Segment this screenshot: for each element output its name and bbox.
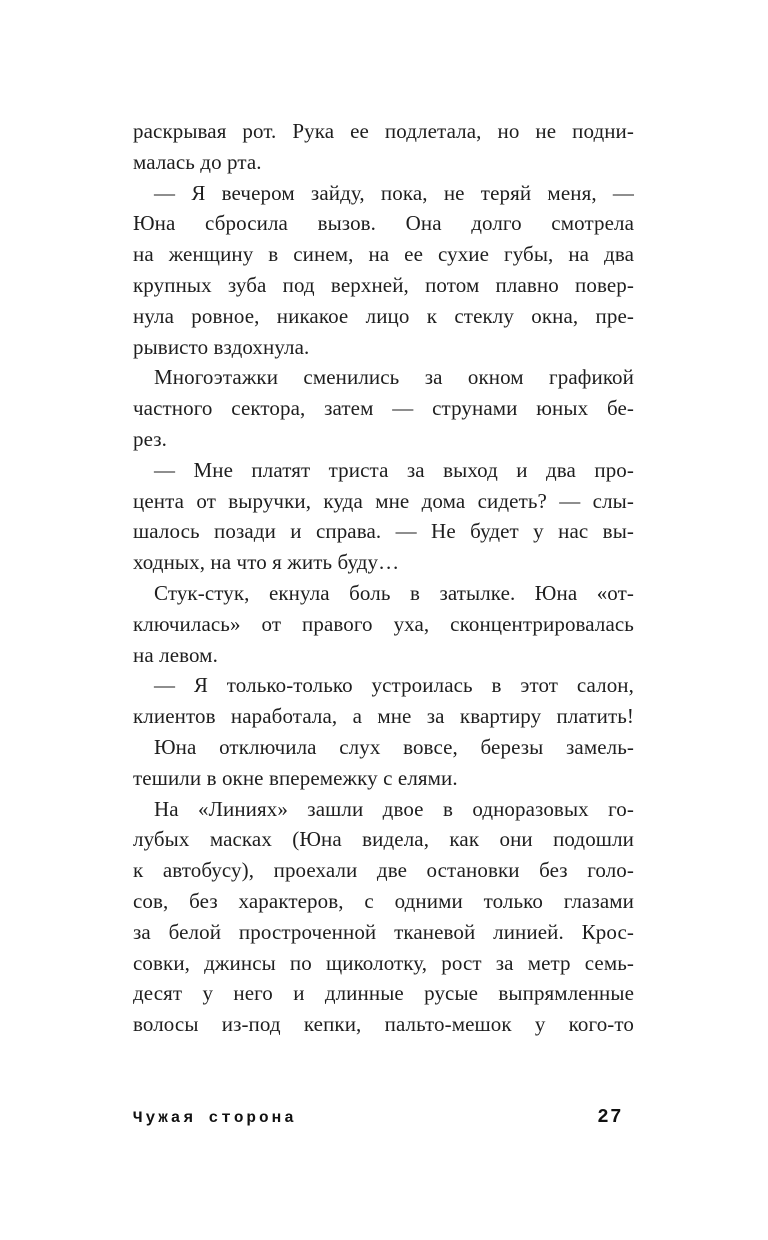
text-line: волосы из-под кепки, пальто-мешок у кого-то bbox=[133, 1012, 634, 1037]
text-line: рез. bbox=[133, 426, 168, 451]
text-line: на женщину в синем, на ее сухие губы, на два bbox=[133, 242, 634, 267]
text-line: Юна отключила слух вовсе, березы замель- bbox=[154, 734, 634, 759]
text-line: лубых масках (Юна видела, как они подошли bbox=[133, 827, 634, 852]
text-line: десят у него и длинные русые выпрямленные bbox=[133, 981, 634, 1006]
text-line: Юна сбросила вызов. Она долго смотрела bbox=[133, 211, 634, 236]
text-line: — Мне платят триста за выход и два про- bbox=[154, 457, 634, 482]
text-line: цента от выручки, куда мне дома сидеть? — слы- bbox=[133, 488, 634, 513]
text-line: совки, джинсы по щиколотку, рост за метр семь- bbox=[133, 950, 634, 975]
text-line: шалось позади и справа. — Не будет у нас вы- bbox=[133, 519, 634, 544]
text-line: Стук-стук, екнула боль в затылке. Юна «от- bbox=[154, 580, 634, 605]
text-line: малась до рта. bbox=[133, 149, 262, 174]
text-line: — Я только-только устроилась в этот салон, bbox=[154, 673, 634, 698]
page-text bbox=[133, 116, 634, 1040]
text-line: рывисто вздохнула. bbox=[133, 334, 310, 359]
text-line: ключилась» от правого уха, сконцентрировалась bbox=[133, 611, 634, 636]
text-line: крупных зуба под верхней, потом плавно повер- bbox=[133, 272, 634, 297]
page-number: 27 bbox=[597, 1106, 623, 1128]
page-footer bbox=[133, 1106, 634, 1128]
text-line: сов, без характеров, с одними только глазами bbox=[133, 888, 634, 913]
text-line: раскрывая рот. Рука ее подлетала, но не подни- bbox=[133, 119, 634, 143]
running-title: Чужая сторона bbox=[133, 1109, 297, 1127]
text-line: — Я вечером зайду, пока, не теряй меня, — bbox=[154, 180, 634, 205]
text-line: Многоэтажки сменились за окном графикой bbox=[154, 365, 634, 390]
text-line: частного сектора, затем — струнами юных бе- bbox=[133, 396, 634, 421]
text-line: На «Линиях» зашли двое в одноразовых го- bbox=[154, 796, 634, 821]
text-line: нула ровное, никакое лицо к стеклу окна, пре- bbox=[133, 303, 634, 328]
text-line: к автобусу), проехали две остановки без голо- bbox=[133, 858, 634, 883]
text-line: на левом. bbox=[133, 642, 218, 667]
text-line: ходных, на что я жить буду… bbox=[133, 550, 400, 575]
text-line: клиентов наработала, а мне за квартиру платить! bbox=[133, 704, 634, 729]
text-line: за белой простроченной тканевой линией. Крос- bbox=[133, 919, 634, 944]
text-line: тешили в окне вперемежку с елями. bbox=[133, 765, 458, 790]
